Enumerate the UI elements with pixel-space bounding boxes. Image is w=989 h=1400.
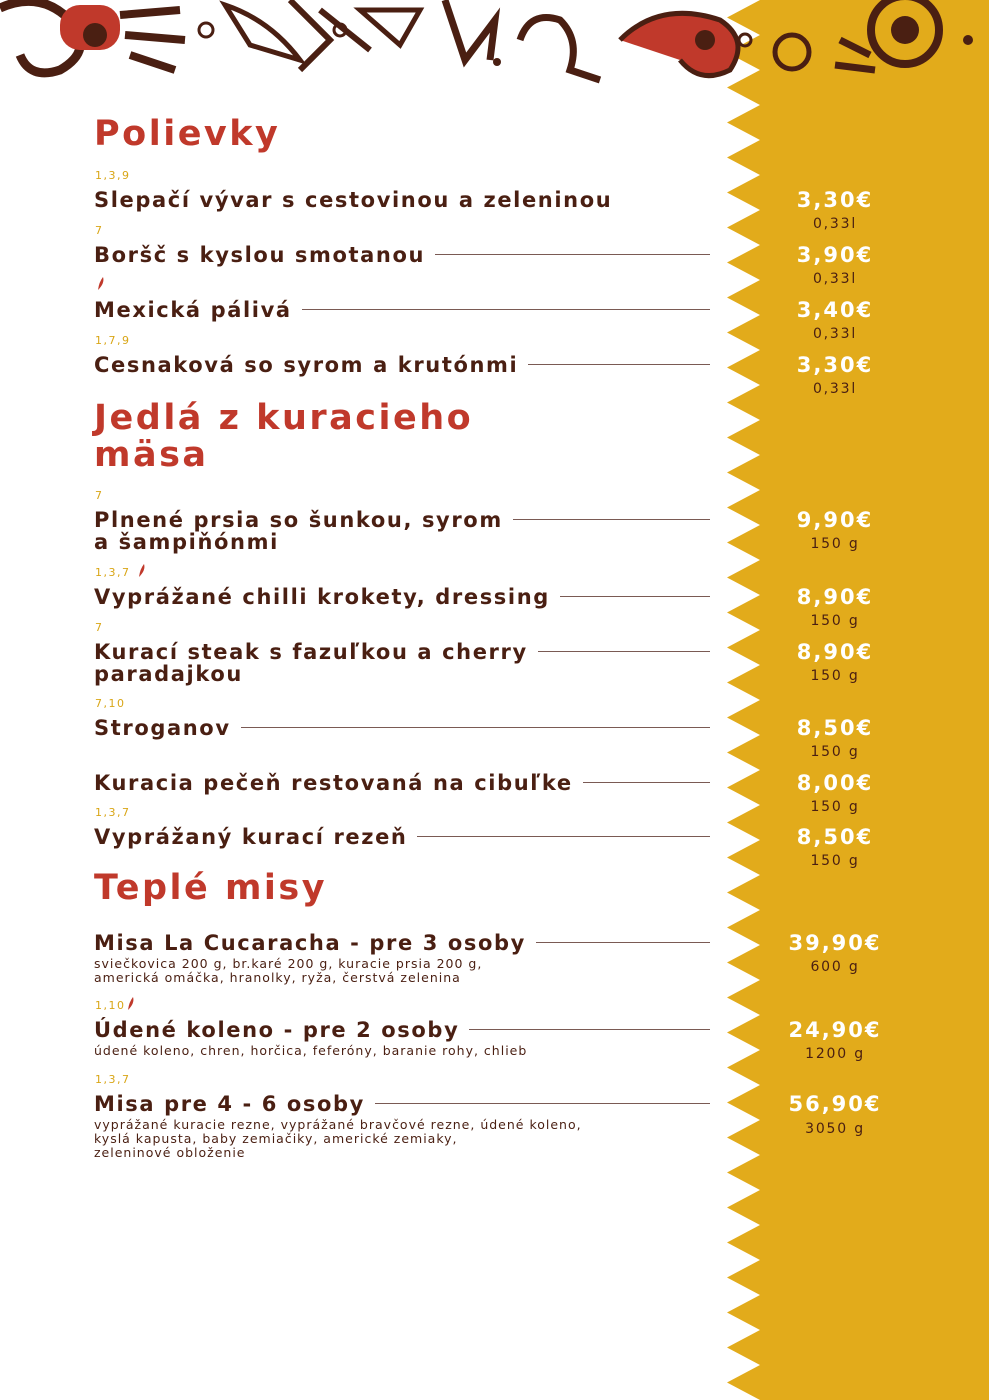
dish-price: 8,50€ — [796, 825, 874, 849]
section-title-line: Jedlá z kuracieho — [94, 398, 474, 438]
dish-quantity: 0,33l — [812, 326, 858, 342]
dish-name: Údené koleno - pre 2 osoby — [94, 1018, 460, 1042]
dish-name: Misa pre 4 - 6 osoby — [94, 1092, 365, 1116]
dish-name: Plnené prsia so šunkou, syrom — [94, 508, 503, 532]
allergen-codes: 7 — [95, 224, 104, 237]
tribal-frog-icon — [0, 1, 185, 73]
allergen-codes: 7 — [95, 489, 104, 502]
menu-item — [94, 489, 710, 554]
dish-price: 8,90€ — [796, 640, 874, 664]
dish-name-continued: paradajkou — [94, 662, 243, 686]
leader-line — [560, 596, 710, 597]
leader-line — [528, 364, 710, 365]
chili-pepper-icon — [127, 997, 135, 1010]
leader-line — [417, 836, 710, 837]
menu-item — [94, 621, 710, 686]
dish-name-continued: a šampiňónmi — [94, 530, 279, 554]
dish-quantity: 0,33l — [812, 381, 858, 397]
tribal-fish-icon — [225, 0, 420, 70]
dish-price: 24,90€ — [788, 1018, 882, 1042]
leader-line — [469, 1029, 710, 1030]
dish-name: Boršč s kyslou smotanou — [94, 243, 426, 267]
dish-name: Kuracia pečeň restovaná na cibuľke — [94, 771, 573, 795]
menu-item — [94, 806, 710, 849]
allergen-codes: 7,10 — [95, 697, 126, 710]
leader-line — [435, 254, 710, 255]
dish-price: 8,50€ — [796, 716, 874, 740]
dish-price: 8,00€ — [796, 771, 874, 795]
dish-description: sviečkovica 200 g, br.karé 200 g, kuracie prsia 200 g, — [94, 956, 483, 971]
allergen-codes: 1,3,7 — [95, 806, 131, 819]
dish-description: kyslá kapusta, baby zemiačiky, americké zemiaky, — [94, 1131, 458, 1146]
tribal-bird-icon — [620, 13, 751, 75]
section-title-jedla-z-kuracieho-masa — [94, 400, 473, 474]
allergen-codes: 1,3,7 — [95, 1073, 131, 1086]
leader-line — [375, 1103, 710, 1104]
dish-description: americká omáčka, hranolky, ryža, čerstvá zelenina — [94, 970, 461, 985]
menu-item — [94, 299, 710, 321]
allergen-codes: 1,7,9 — [95, 334, 131, 347]
dish-price: 3,30€ — [796, 188, 874, 212]
dish-quantity: 150 g — [810, 799, 860, 815]
dish-name: Kurací steak s fazuľkou a cherry — [94, 640, 528, 664]
dish-description: vyprážané kuracie rezne, vyprážané bravčové rezne, údené koleno, — [94, 1117, 582, 1132]
menu-item — [94, 566, 710, 609]
dish-quantity: 150 g — [810, 613, 860, 629]
tribal-sun-icon — [775, 0, 973, 70]
dish-quantity: 3050 g — [805, 1121, 865, 1137]
section-title-teple-misy: Teplé misy — [94, 868, 328, 908]
leader-line — [241, 727, 710, 728]
dish-price: 8,90€ — [796, 585, 874, 609]
allergen-codes: 1,10 — [95, 999, 126, 1012]
tribal-lizard-icon — [445, 0, 600, 80]
leader-line — [302, 309, 710, 310]
dish-price: 3,30€ — [796, 353, 874, 377]
dish-quantity: 1200 g — [805, 1046, 865, 1062]
dish-name: Cesnaková so syrom a krutónmi — [94, 353, 519, 377]
dish-quantity: 150 g — [810, 536, 860, 552]
menu-item — [94, 169, 710, 212]
dish-name: Mexická pálivá — [94, 298, 292, 322]
dish-name: Slepačí vývar s cestovinou a zeleninou — [94, 188, 613, 212]
dish-quantity: 150 g — [810, 668, 860, 684]
menu-item — [94, 1073, 710, 1160]
dish-price: 39,90€ — [788, 931, 882, 955]
dish-price: 9,90€ — [796, 508, 874, 532]
dish-quantity: 0,33l — [812, 271, 858, 287]
dish-quantity: 0,33l — [812, 216, 858, 232]
dish-description: zeleninové obloženie — [94, 1145, 246, 1160]
menu-item — [94, 932, 710, 985]
leader-line — [536, 942, 710, 943]
menu-item — [94, 334, 710, 377]
dish-description: údené koleno, chren, horčica, feferóny, baranie rohy, chlieb — [94, 1043, 528, 1058]
dish-quantity: 150 g — [810, 744, 860, 760]
leader-line — [513, 519, 710, 520]
dish-name: Vyprážaný kurací rezeň — [94, 825, 408, 849]
menu-item — [94, 999, 710, 1058]
section-title-polievky: Polievky — [94, 114, 281, 154]
menu-item — [94, 697, 710, 740]
menu-item — [94, 224, 710, 267]
allergen-codes: 7 — [95, 621, 104, 634]
allergen-codes: 1,3,9 — [95, 169, 131, 182]
chili-pepper-icon — [97, 277, 105, 290]
leader-line — [538, 651, 710, 652]
dish-price: 56,90€ — [788, 1092, 882, 1116]
leader-line — [583, 782, 710, 783]
allergen-codes: 1,3,7 — [95, 566, 131, 579]
tribal-header-decoration — [0, 0, 989, 90]
menu-item — [94, 772, 710, 794]
section-title-line: mäsa — [94, 435, 209, 475]
chili-pepper-icon — [138, 564, 146, 577]
dish-quantity: 600 g — [810, 959, 860, 975]
dish-quantity: 150 g — [810, 853, 860, 869]
dish-price: 3,90€ — [796, 243, 874, 267]
dish-price: 3,40€ — [796, 298, 874, 322]
dish-name: Stroganov — [94, 716, 231, 740]
dish-name: Misa La Cucaracha - pre 3 osoby — [94, 931, 526, 955]
dish-name: Vyprážané chilli krokety, dressing — [94, 585, 550, 609]
